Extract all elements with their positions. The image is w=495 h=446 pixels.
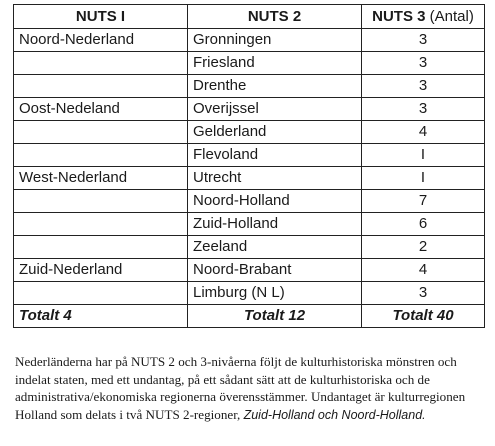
cell-nuts2: Utrecht xyxy=(188,167,362,190)
cell-nuts1: Zuid-Nederland xyxy=(14,259,188,282)
cell-nuts3: 3 xyxy=(362,29,485,52)
table-row xyxy=(14,236,485,259)
table-row xyxy=(14,75,485,98)
cell-nuts3: 4 xyxy=(362,259,485,282)
table-row xyxy=(14,52,485,75)
cell-nuts3: 3 xyxy=(362,98,485,121)
cell-nuts1 xyxy=(14,75,188,98)
cell-nuts1 xyxy=(14,236,188,259)
nuts-table xyxy=(13,4,485,328)
footnote-italic: Zuid-Holland och Noord-Holland. xyxy=(243,407,426,422)
table-row xyxy=(14,190,485,213)
cell-nuts3: I xyxy=(362,167,485,190)
header-nuts3 xyxy=(362,5,485,29)
cell-nuts1 xyxy=(14,282,188,305)
cell-nuts3: 2 xyxy=(362,236,485,259)
cell-nuts2: Zeeland xyxy=(188,236,362,259)
header-nuts3-label: NUTS 3 xyxy=(372,7,426,25)
cell-nuts3: 4 xyxy=(362,121,485,144)
cell-nuts2: Flevoland xyxy=(188,144,362,167)
cell-nuts2: Noord-Holland xyxy=(188,190,362,213)
cell-nuts1: West-Nederland xyxy=(14,167,188,190)
cell-nuts3: I xyxy=(362,144,485,167)
cell-nuts2: Overijssel xyxy=(188,98,362,121)
cell-nuts3: 3 xyxy=(362,52,485,75)
cell-nuts2: Limburg (N L) xyxy=(188,282,362,305)
table-row xyxy=(14,213,485,236)
cell-nuts3: 7 xyxy=(362,190,485,213)
cell-nuts3: 3 xyxy=(362,75,485,98)
table-row xyxy=(14,29,485,52)
header-nuts1: NUTS I xyxy=(14,5,188,29)
table-row xyxy=(14,144,485,167)
cell-nuts1 xyxy=(14,190,188,213)
total-nuts1: Totalt 4 xyxy=(14,305,188,328)
footnote-paragraph xyxy=(15,353,485,424)
cell-nuts2: Gelderland xyxy=(188,121,362,144)
cell-nuts1: Noord-Nederland xyxy=(14,29,188,52)
cell-nuts3: 3 xyxy=(362,282,485,305)
cell-nuts1 xyxy=(14,52,188,75)
cell-nuts2: Drenthe xyxy=(188,75,362,98)
cell-nuts1 xyxy=(14,213,188,236)
header-nuts3-unit: (Antal) xyxy=(429,7,474,25)
total-nuts2: Totalt 12 xyxy=(188,305,362,328)
header-row xyxy=(14,5,485,29)
cell-nuts2: Friesland xyxy=(188,52,362,75)
cell-nuts3: 6 xyxy=(362,213,485,236)
cell-nuts2: Zuid-Holland xyxy=(188,213,362,236)
total-row xyxy=(14,305,485,328)
cell-nuts1: Oost-Nedeland xyxy=(14,98,188,121)
footnote-text: Nederländerna har på NUTS 2 och 3-nivåerna följt de kulturhistoriska mönstren och indelat staten, med ett undantag, på ett sådant sätt att de kulturhistoriska och de administrativa/ekonomiska regionerna överensstämmer. Undantaget är kulturregionen Holland som delats i två NUTS 2-regioner, xyxy=(15,354,466,422)
table-row xyxy=(14,259,485,282)
cell-nuts2: Gronningen xyxy=(188,29,362,52)
cell-nuts1 xyxy=(14,144,188,167)
header-nuts2: NUTS 2 xyxy=(188,5,362,29)
cell-nuts2: Noord-Brabant xyxy=(188,259,362,282)
table-row xyxy=(14,121,485,144)
table-row xyxy=(14,98,485,121)
table-row xyxy=(14,282,485,305)
cell-nuts1 xyxy=(14,121,188,144)
total-nuts3: Totalt 40 xyxy=(362,305,485,328)
table-row xyxy=(14,167,485,190)
